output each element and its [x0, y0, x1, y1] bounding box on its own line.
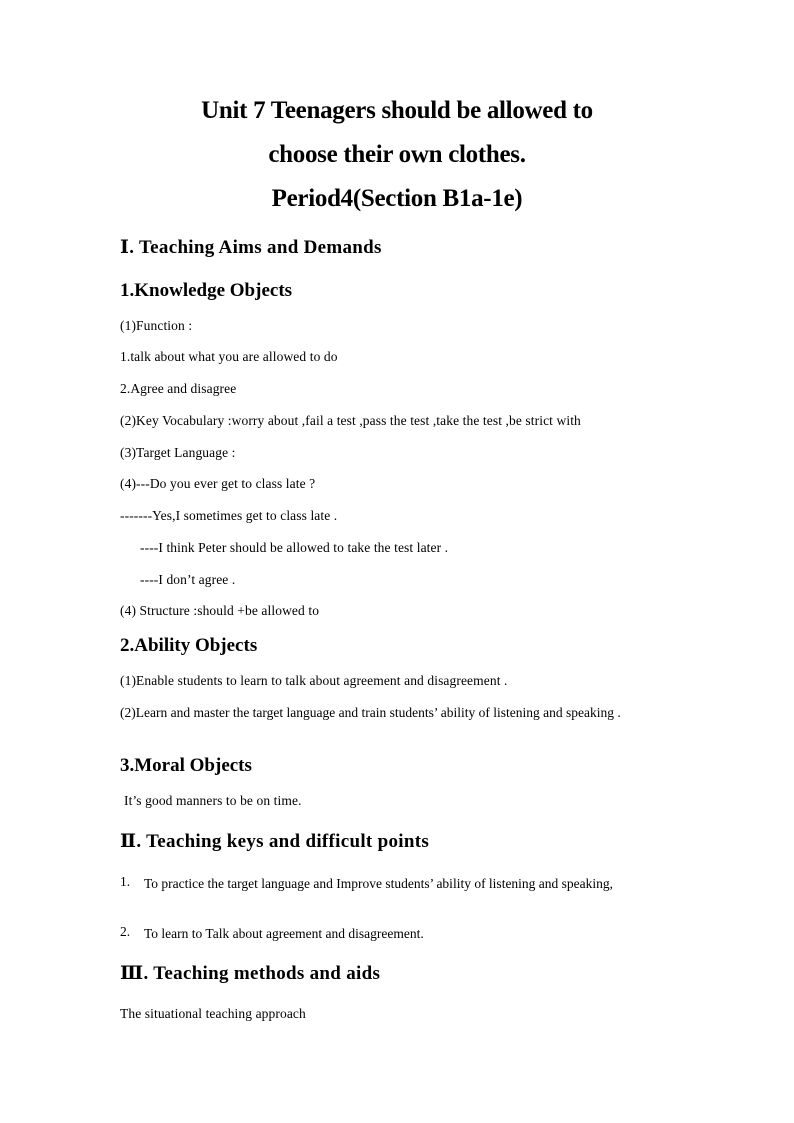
- subheading-ability-objects: 2.Ability Objects: [120, 635, 258, 656]
- subheading-knowledge-objects: 1.Knowledge Objects: [120, 280, 293, 301]
- section-heading-teaching-aims: Ⅰ. Teaching Aims and Demands: [120, 237, 382, 258]
- title-line-1: Unit 7 Teenagers should be allowed to: [201, 97, 593, 124]
- knowledge-line: 1.talk about what you are allowed to do: [120, 349, 338, 364]
- subheading-moral-objects: 3.Moral Objects: [120, 755, 252, 776]
- methods-line-1: The situational teaching approach: [120, 1006, 306, 1021]
- knowledge-line: (4)---Do you ever get to class late ?: [120, 476, 316, 491]
- knowledge-line: -------Yes,I sometimes get to class late .: [120, 508, 338, 523]
- list-item-number: 2.: [120, 924, 131, 939]
- knowledge-line: ----I don’t agree .: [140, 572, 236, 587]
- knowledge-line: (1)Function :: [120, 318, 193, 333]
- ability-line-2: (2)Learn and master the target language and train students’ ability of listening and speaking .: [120, 705, 621, 720]
- title-line-3: Period4(Section B1a-1e): [271, 185, 523, 212]
- moral-line-1: It’s good manners to be on time.: [124, 793, 302, 808]
- knowledge-line: ----I think Peter should be allowed to take the test later .: [140, 540, 449, 555]
- section-heading-keys-points: Ⅱ. Teaching keys and difficult points: [120, 831, 430, 852]
- title-line-2: choose their own clothes.: [268, 141, 526, 168]
- section-heading-methods-aids: Ⅲ. Teaching methods and aids: [120, 963, 381, 984]
- knowledge-line: 2.Agree and disagree: [120, 381, 237, 396]
- list-item-text: To practice the target language and Improve students’ ability of listening and speaking,: [144, 876, 614, 891]
- knowledge-line: (2)Key Vocabulary :worry about ,fail a test ,pass the test ,take the test ,be strict with: [120, 413, 581, 428]
- knowledge-line: (3)Target Language :: [120, 445, 236, 460]
- list-item-text: To learn to Talk about agreement and disagreement.: [144, 926, 424, 941]
- ability-line-1: (1)Enable students to learn to talk about agreement and disagreement .: [120, 673, 508, 688]
- list-item-number: 1.: [120, 874, 131, 889]
- knowledge-line: (4) Structure :should +be allowed to: [120, 603, 320, 618]
